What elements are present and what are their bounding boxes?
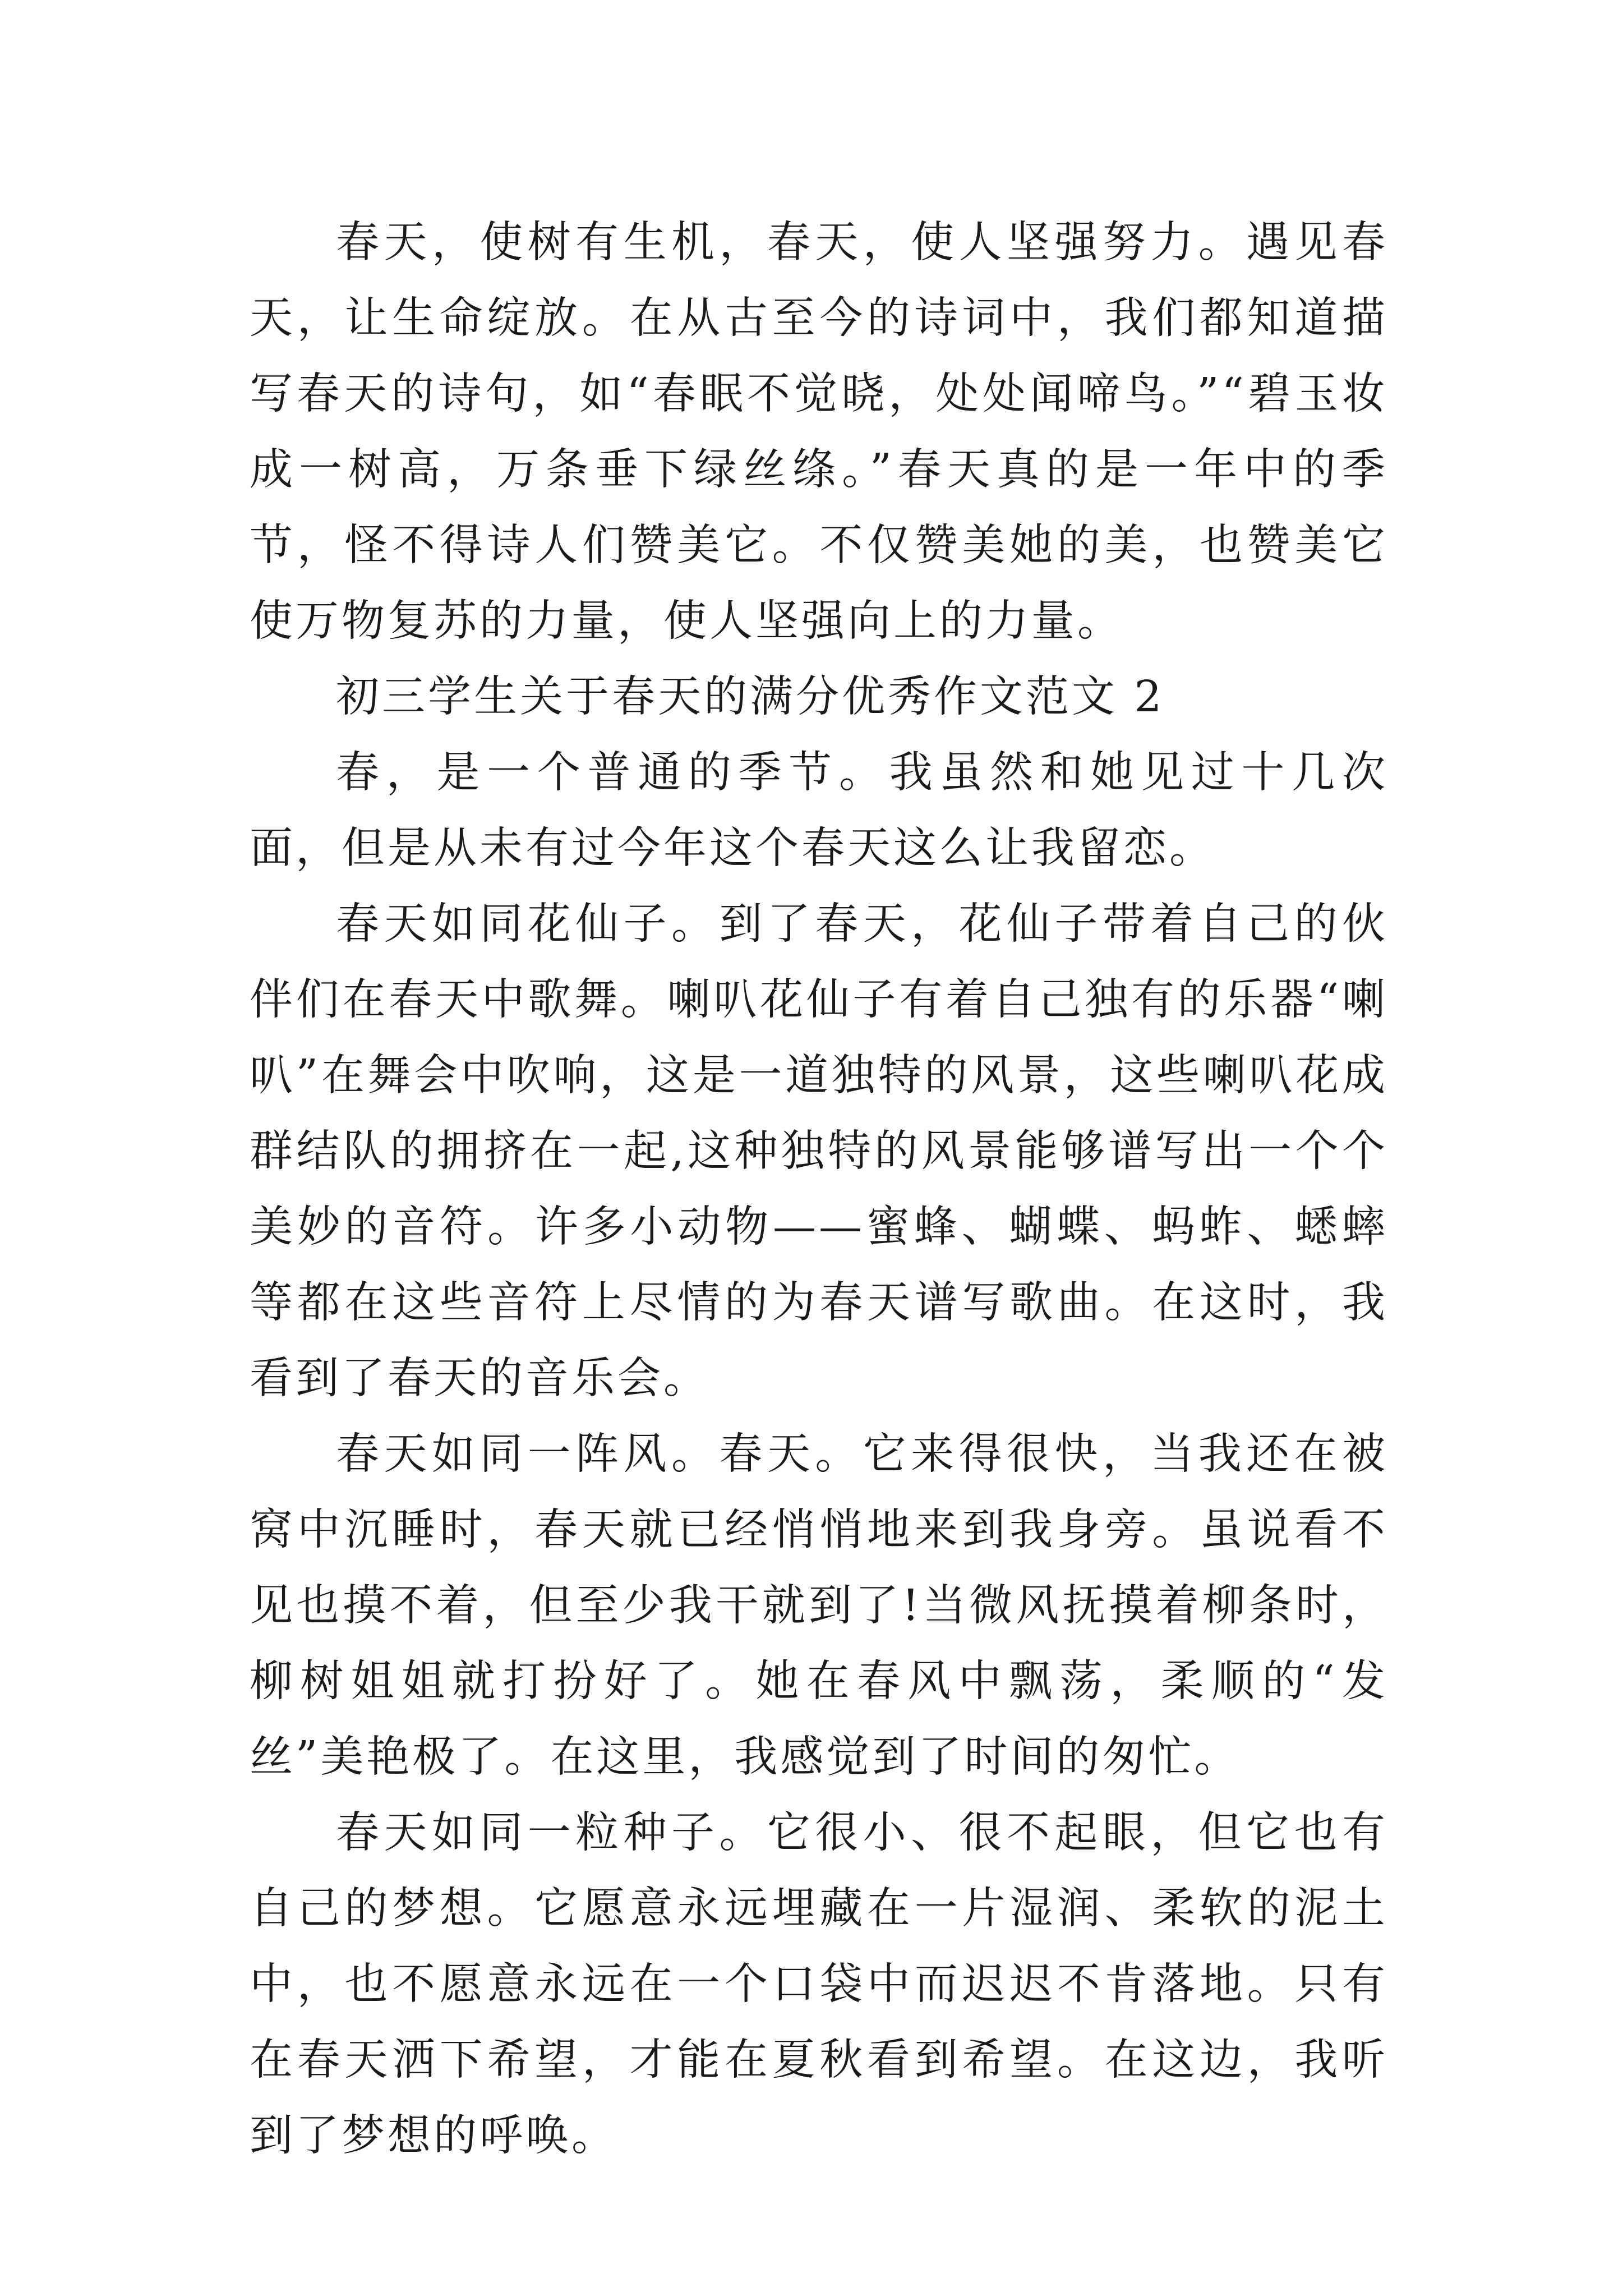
document-body <box>250 205 1388 2174</box>
paragraph-4: 春天如同一阵风。春天。它来得很快，当我还在被窝中沉睡时，春天就已经悄悄地来到我身旁。虽说看不见也摸不着，但至少我干就到了!当微风抚摸着柳条时，柳树姐姐就打扮好了。她在春风中飘荡，柔顺的“发丝”美艳极了。在这里，我感觉到了时间的匆忙。 <box>250 1429 1388 1782</box>
paragraph-3: 春天如同花仙子。到了春天，花仙子带着自己的伙伴们在春天中歌舞。喇叭花仙子有着自己独有的乐器“喇叭”在舞会中吹响，这是一道独特的风景，这些喇叭花成群结队的拥挤在一起,这种独特的风景能够谱写出一个个美妙的音符。许多小动物——蜜蜂、蝴蝶、蚂蚱、蟋蟀等都在这些音符上尽情的为春天谱写歌曲。在这时，我看到了春天的音乐会。 <box>250 899 1388 1404</box>
paragraph-5: 春天如同一粒种子。它很小、很不起眼，但它也有自己的梦想。它愿意永远埋藏在一片湿润、柔软的泥土中，也不愿意永远在一个口袋中而迟迟不肯落地。只有在春天洒下希望，才能在夏秋看到希望。在这边，我听到了梦想的呼唤。 <box>250 1808 1388 2161</box>
section-heading: 初三学生关于春天的满分优秀作文范文 2 <box>336 672 1165 722</box>
paragraph-2: 春，是一个普通的季节。我虽然和她见过十几次面，但是从未有过今年这个春天这么让我留恋。 <box>250 748 1388 873</box>
paragraph-1: 春天，使树有生机，春天，使人坚强努力。遇见春天，让生命绽放。在从古至今的诗词中，我们都知道描写春天的诗句，如“春眠不觉晓，处处闻啼鸟。”“碧玉妆成一树高，万条垂下绿丝绦。”春天真的是一年中的季节，怪不得诗人们赞美它。不仅赞美她的美，也赞美它使万物复苏的力量，使人坚强向上的力量。 <box>250 218 1388 646</box>
